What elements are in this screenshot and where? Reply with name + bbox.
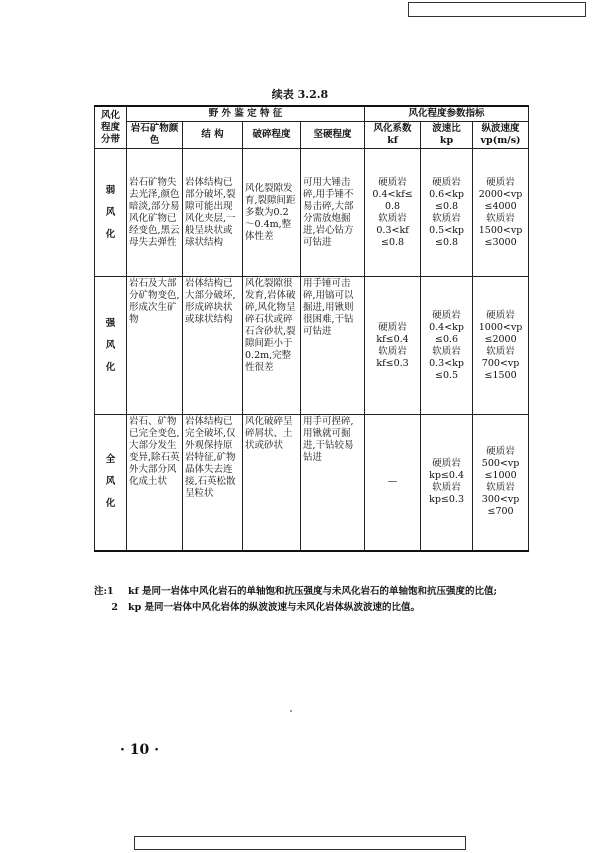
color-cell: 岩石、矿物已完全变色,大部分发生变异,除石英外大部分风化成土状 bbox=[127, 415, 183, 551]
structure-cell: 岩体结构已大部分破坏,形成碎块状或球状结构 bbox=[183, 277, 243, 415]
grade-cell: 全 风 化 bbox=[95, 415, 127, 551]
grade-cell: 弱 风 化 bbox=[95, 149, 127, 277]
vp-cell: 硬质岩 500<vp ≤1000 软质岩 300<vp ≤700 bbox=[473, 415, 529, 551]
header-fragmentation: 破碎程度 bbox=[243, 122, 301, 149]
fragmentation-cell: 风化裂隙很发育,岩体破碎,风化物呈碎石状或碎石含砂状,裂隙间距小于0.2m,完整性很差 bbox=[243, 277, 301, 415]
hardness-cell: 用手可捏碎,用锹就可掘进,干钻较易钻进 bbox=[301, 415, 365, 551]
note-1-label: 注:1 bbox=[94, 586, 114, 597]
header-row-2 bbox=[95, 122, 529, 149]
grade-cell: 强 风 化 bbox=[95, 277, 127, 415]
note-2-text: kp 是同一岩体中风化岩体的纵波波速与未风化岩体纵波波速的比值。 bbox=[128, 602, 421, 613]
table-caption: 续表 3.2.8 bbox=[271, 88, 329, 101]
kp-cell: 硬质岩 kp≤0.4 软质岩 kp≤0.3 bbox=[421, 415, 473, 551]
hardness-cell: 可用大锤击碎,用手锤不易击碎,大部分需放炮掘进,岩心钻方可钻进 bbox=[301, 149, 365, 277]
vp-cell: 硬质岩 2000<vp ≤4000 软质岩 1500<vp ≤3000 bbox=[473, 149, 529, 277]
structure-cell: 岩体结构已部分破坏,裂隙可能出现风化夹层,一般呈块状或球状结构 bbox=[183, 149, 243, 277]
note-2-label: 2 bbox=[111, 602, 118, 613]
kp-cell: 硬质岩 0.6<kp ≤0.8 软质岩 0.5<kp ≤0.8 bbox=[421, 149, 473, 277]
header-vp-symbol: vp(m/s) bbox=[480, 135, 521, 146]
header-frame-box bbox=[408, 2, 586, 17]
structure-cell: 岩体结构已完全破坏,仅外观保持原岩特征,矿物晶体失去连接,石英松散呈粒状 bbox=[183, 415, 243, 551]
table-row bbox=[95, 149, 529, 277]
header-structure: 结 构 bbox=[183, 122, 243, 149]
scan-speck bbox=[290, 710, 292, 712]
header-kp bbox=[421, 122, 473, 149]
fragmentation-cell: 风化裂隙发育,裂隙间距多数为0.2～0.4m,整体性差 bbox=[243, 149, 301, 277]
weathering-table bbox=[94, 105, 529, 552]
table-row bbox=[95, 415, 529, 551]
hardness-cell: 用手锤可击碎,用镐可以掘进,用锹则很困难,干钻可钻进 bbox=[301, 277, 365, 415]
kf-cell: 硬质岩 kf≤0.4 软质岩 kf≤0.3 bbox=[365, 277, 421, 415]
header-vp bbox=[473, 122, 529, 149]
page-number: · 10 · bbox=[120, 742, 159, 758]
header-kf-label: 风化系数 bbox=[373, 123, 412, 134]
header-vp-label: 纵波速度 bbox=[481, 123, 520, 134]
header-kp-label: 波速比 bbox=[432, 123, 461, 134]
note-1-text: kf 是同一岩体中风化岩石的单轴饱和抗压强度与未风化岩石的单轴饱和抗压强度的比值; bbox=[128, 586, 497, 597]
header-kf bbox=[365, 122, 421, 149]
header-param-group: 风化程度参数指标 bbox=[365, 106, 529, 122]
header-hardness: 坚硬程度 bbox=[301, 122, 365, 149]
footer-frame-box bbox=[134, 836, 466, 850]
header-field-group: 野 外 鉴 定 特 征 bbox=[127, 106, 365, 122]
note-2 bbox=[94, 601, 534, 615]
header-kf-symbol: kf bbox=[387, 135, 398, 146]
vp-cell: 硬质岩 1000<vp ≤2000 软质岩 700<vp ≤1500 bbox=[473, 277, 529, 415]
table-notes bbox=[94, 585, 534, 615]
kp-cell: 硬质岩 0.4<kp ≤0.6 软质岩 0.3<kp ≤0.5 bbox=[421, 277, 473, 415]
table-row bbox=[95, 277, 529, 415]
kf-cell: 硬质岩 0.4<kf≤ 0.8 软质岩 0.3<kf ≤0.8 bbox=[365, 149, 421, 277]
color-cell: 岩石及大部分矿物变色,形成次生矿物 bbox=[127, 277, 183, 415]
header-kp-symbol: kp bbox=[439, 135, 454, 146]
kf-cell: — bbox=[365, 415, 421, 551]
fragmentation-cell: 风化破碎呈碎屑状、土状或砂状 bbox=[243, 415, 301, 551]
header-color: 岩石矿物颜 色 bbox=[127, 122, 183, 149]
header-grade: 风化程度分带 bbox=[95, 106, 127, 149]
header-row-1 bbox=[95, 106, 529, 122]
note-1 bbox=[94, 585, 534, 599]
color-cell: 岩石矿物失去光泽,颜色暗淡,部分易风化矿物已经变色,黑云母失去弹性 bbox=[127, 149, 183, 277]
